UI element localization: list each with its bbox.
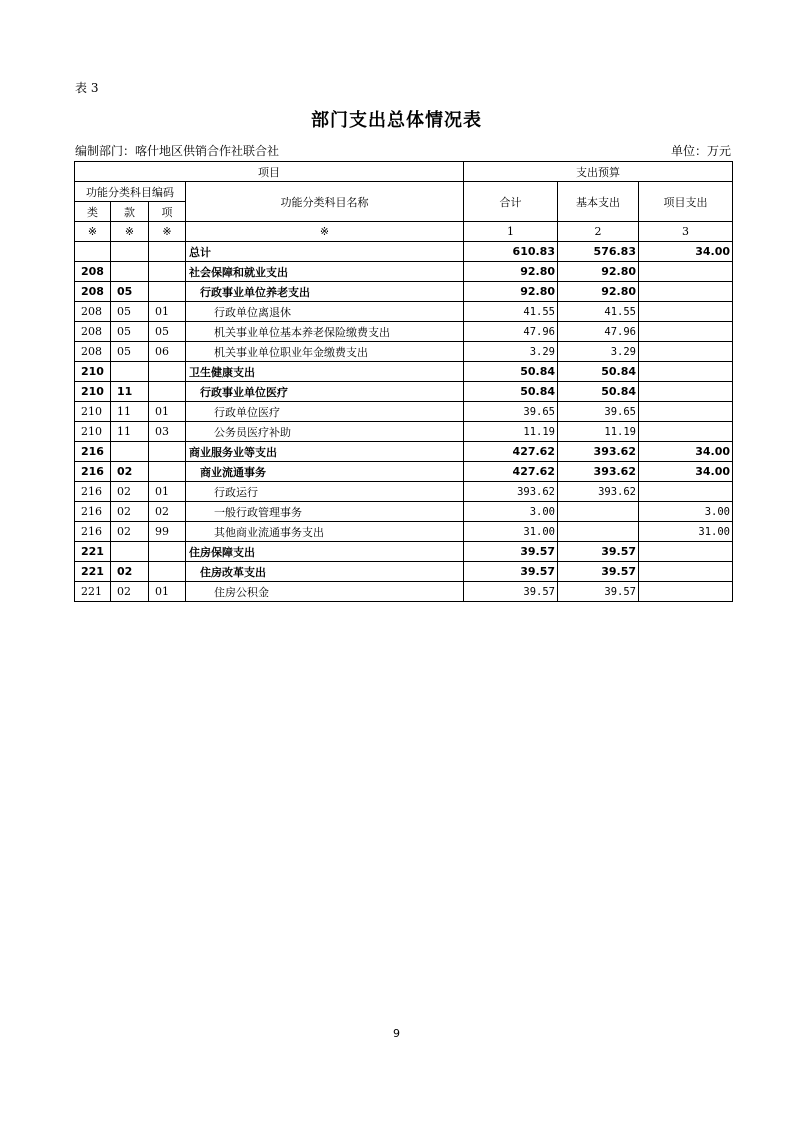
cell-kuan [111,442,149,462]
cell-kuan: 05 [111,282,149,302]
cell-basic [558,502,639,522]
cell-total: 39.65 [464,402,558,422]
cell-kuan: 02 [111,562,149,582]
cell-kuan: 02 [111,522,149,542]
cell-lei: 210 [75,422,111,442]
page-title: 部门支出总体情况表 [311,110,482,131]
cell-xiang [149,282,186,302]
cell-name: 机关事业单位基本养老保险缴费支出 [186,322,464,342]
cell-kuan: 02 [111,482,149,502]
cell-xiang: 01 [149,582,186,602]
cell-name: 总计 [186,242,464,262]
page-number: 9 [393,1027,400,1040]
cell-lei: 216 [75,482,111,502]
header-col3: 3 [639,222,733,242]
cell-name: 行政运行 [186,482,464,502]
cell-project [639,262,733,282]
cell-lei: 216 [75,522,111,542]
table-header [75,162,733,242]
cell-total: 39.57 [464,542,558,562]
cell-kuan: 02 [111,502,149,522]
cell-kuan: 11 [111,402,149,422]
cell-lei: 216 [75,502,111,522]
cell-basic: 39.65 [558,402,639,422]
cell-project [639,322,733,342]
cell-total: 41.55 [464,302,558,322]
cell-basic: 11.19 [558,422,639,442]
cell-project [639,562,733,582]
cell-basic: 41.55 [558,302,639,322]
cell-project [639,582,733,602]
cell-xiang: 01 [149,302,186,322]
cell-name: 其他商业流通事务支出 [186,522,464,542]
cell-kuan: 05 [111,342,149,362]
cell-basic: 393.62 [558,462,639,482]
table-row [75,442,733,462]
header-budget: 支出预算 [464,162,733,182]
cell-lei: 210 [75,402,111,422]
cell-xiang: 99 [149,522,186,542]
cell-xiang: 01 [149,402,186,422]
cell-project [639,382,733,402]
cell-lei: 208 [75,282,111,302]
cell-total: 47.96 [464,322,558,342]
cell-name: 社会保障和就业支出 [186,262,464,282]
cell-lei: 210 [75,362,111,382]
cell-lei: 216 [75,442,111,462]
cell-total: 39.57 [464,562,558,582]
cell-kuan [111,262,149,282]
cell-total: 3.00 [464,502,558,522]
cell-xiang: 02 [149,502,186,522]
cell-name: 住房公积金 [186,582,464,602]
cell-lei: 208 [75,342,111,362]
table-row [75,562,733,582]
cell-project [639,302,733,322]
cell-basic: 3.29 [558,342,639,362]
header-mark: ※ [186,222,464,242]
header-lei: 类 [75,202,111,222]
header-mark: ※ [111,222,149,242]
cell-project: 34.00 [639,242,733,262]
cell-name: 机关事业单位职业年金缴费支出 [186,342,464,362]
cell-basic: 50.84 [558,382,639,402]
cell-total: 393.62 [464,482,558,502]
cell-total: 39.57 [464,582,558,602]
expenditure-table [74,161,733,602]
department-label: 编制部门：喀什地区供销合作社联合社 [75,144,280,158]
cell-xiang [149,262,186,282]
cell-lei: 208 [75,262,111,282]
cell-basic: 393.62 [558,482,639,502]
cell-total: 11.19 [464,422,558,442]
table-row [75,422,733,442]
table-row [75,462,733,482]
cell-total: 50.84 [464,382,558,402]
header-xiang: 项 [149,202,186,222]
cell-name: 卫生健康支出 [186,362,464,382]
cell-project: 34.00 [639,462,733,482]
cell-lei: 216 [75,462,111,482]
cell-name: 行政事业单位医疗 [186,382,464,402]
cell-project: 3.00 [639,502,733,522]
table-row [75,482,733,502]
cell-xiang [149,562,186,582]
cell-xiang: 03 [149,422,186,442]
cell-lei: 208 [75,302,111,322]
header-project: 项目 [75,162,464,182]
cell-project [639,402,733,422]
cell-kuan: 05 [111,302,149,322]
cell-kuan: 11 [111,422,149,442]
cell-xiang [149,362,186,382]
cell-total: 31.00 [464,522,558,542]
cell-lei: 210 [75,382,111,402]
cell-project [639,282,733,302]
cell-lei: 208 [75,322,111,342]
cell-total: 610.83 [464,242,558,262]
header-col1: 1 [464,222,558,242]
cell-xiang: 01 [149,482,186,502]
cell-kuan [111,542,149,562]
table-body [75,242,733,602]
cell-project: 31.00 [639,522,733,542]
cell-name: 公务员医疗补助 [186,422,464,442]
table-row [75,402,733,422]
cell-name: 一般行政管理事务 [186,502,464,522]
header-mark: ※ [149,222,186,242]
table-row [75,242,733,262]
cell-basic: 39.57 [558,562,639,582]
cell-total: 92.80 [464,262,558,282]
cell-name: 行政单位医疗 [186,402,464,422]
cell-basic: 576.83 [558,242,639,262]
unit-label: 单位：万元 [670,144,731,158]
cell-name: 商业服务业等支出 [186,442,464,462]
cell-total: 3.29 [464,342,558,362]
header-kuan: 款 [111,202,149,222]
cell-total: 427.62 [464,462,558,482]
cell-xiang: 06 [149,342,186,362]
cell-kuan [111,362,149,382]
cell-lei: 221 [75,562,111,582]
cell-project [639,422,733,442]
cell-basic: 47.96 [558,322,639,342]
cell-name: 住房改革支出 [186,562,464,582]
header-mark: ※ [75,222,111,242]
header-col2: 2 [558,222,639,242]
header-name: 功能分类科目名称 [186,182,464,222]
header-project-exp: 项目支出 [639,182,733,222]
cell-basic [558,522,639,542]
cell-basic: 393.62 [558,442,639,462]
table-row [75,382,733,402]
header-basic: 基本支出 [558,182,639,222]
header-total: 合计 [464,182,558,222]
cell-lei [75,242,111,262]
cell-total: 50.84 [464,362,558,382]
table-row [75,322,733,342]
table-row [75,542,733,562]
table-row [75,502,733,522]
cell-project: 34.00 [639,442,733,462]
table-row [75,282,733,302]
table-label: 表 3 [75,81,99,95]
cell-name: 行政事业单位养老支出 [186,282,464,302]
cell-total: 427.62 [464,442,558,462]
cell-xiang [149,462,186,482]
cell-xiang [149,442,186,462]
cell-total: 92.80 [464,282,558,302]
cell-kuan: 11 [111,382,149,402]
table-row [75,262,733,282]
cell-lei: 221 [75,582,111,602]
cell-name: 住房保障支出 [186,542,464,562]
cell-name: 商业流通事务 [186,462,464,482]
cell-basic: 92.80 [558,262,639,282]
cell-xiang [149,242,186,262]
table-row [75,362,733,382]
table-row [75,582,733,602]
header-code-group: 功能分类科目编码 [75,182,186,202]
cell-project [639,482,733,502]
table-row [75,342,733,362]
meta-line [75,142,731,159]
cell-kuan: 02 [111,462,149,482]
cell-project [639,362,733,382]
cell-xiang [149,382,186,402]
cell-name: 行政单位离退休 [186,302,464,322]
cell-project [639,342,733,362]
cell-lei: 221 [75,542,111,562]
cell-kuan: 02 [111,582,149,602]
cell-kuan [111,242,149,262]
cell-basic: 92.80 [558,282,639,302]
table-row [75,302,733,322]
cell-basic: 39.57 [558,582,639,602]
cell-xiang: 05 [149,322,186,342]
cell-project [639,542,733,562]
table-row [75,522,733,542]
cell-xiang [149,542,186,562]
cell-basic: 50.84 [558,362,639,382]
cell-kuan: 05 [111,322,149,342]
cell-basic: 39.57 [558,542,639,562]
